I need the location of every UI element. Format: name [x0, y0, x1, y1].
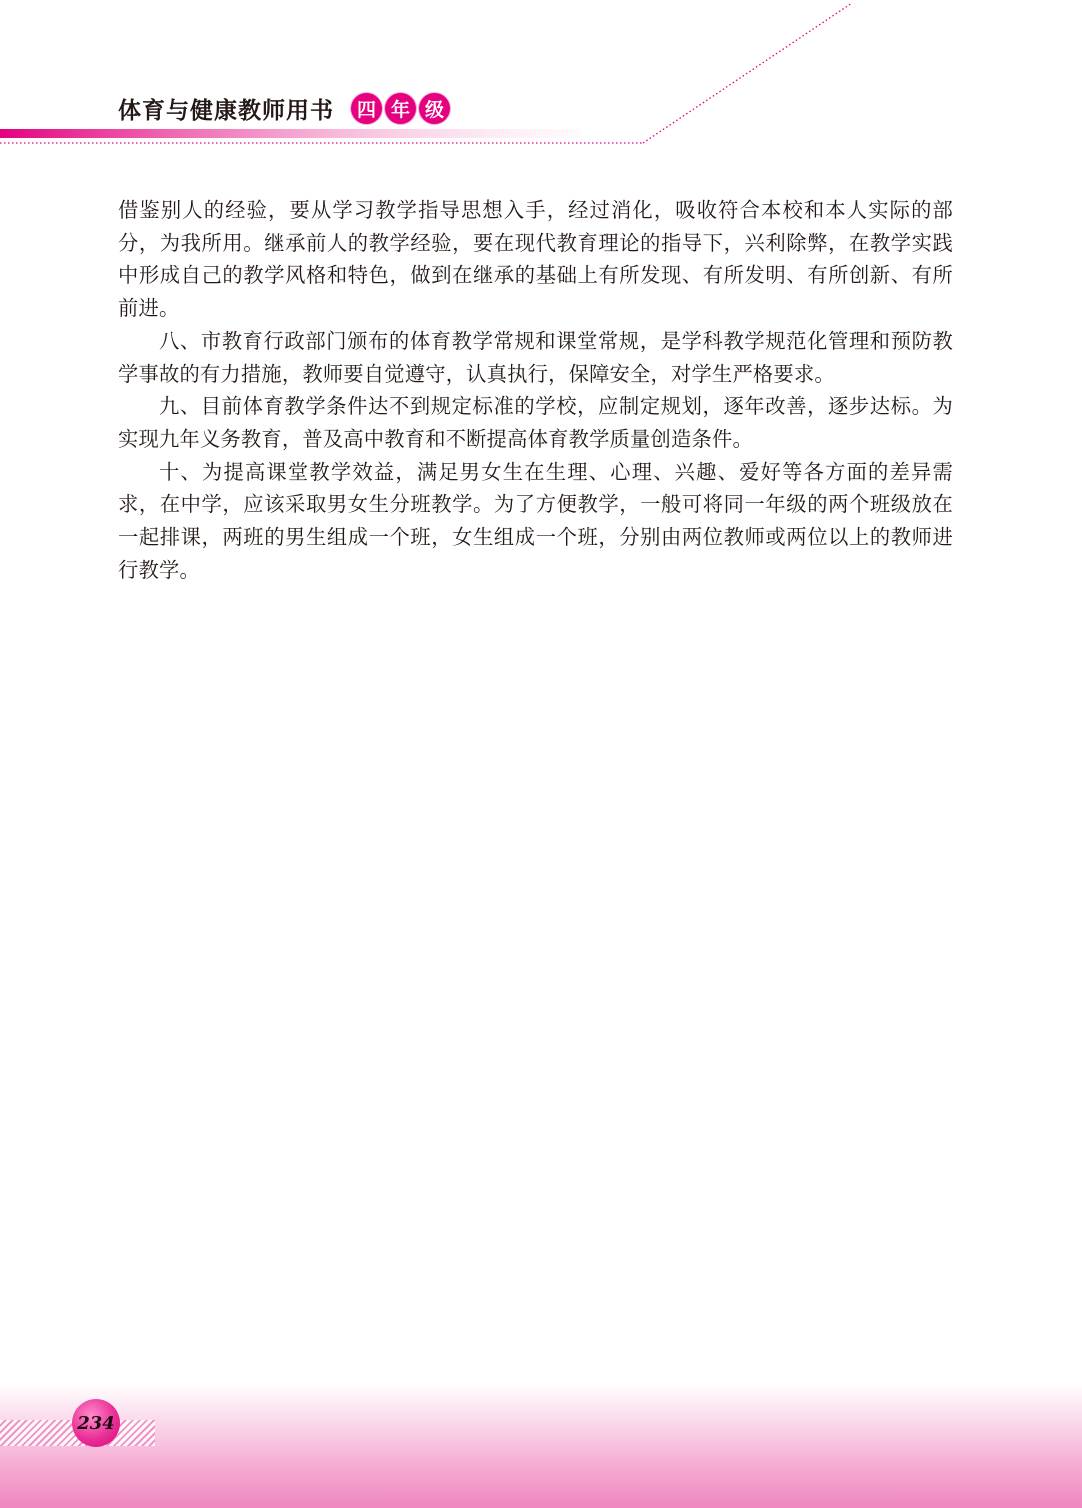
body-text [118, 194, 953, 586]
paragraph-nine: 九、目前体育教学条件达不到规定标准的学校，应制定规划，逐年改善，逐步达标。为实现九年义务教育，普及高中教育和不断提高体育教学质量创造条件。 [118, 394, 953, 451]
page-number: 234 [77, 1412, 115, 1434]
paragraph-ten: 十、为提高课堂教学效益，满足男女生在生理、心理、兴趣、爱好等各方面的差异需求，在中学，应该采取男女生分班教学。为了方便教学，一般可将同一年级的两个班级放在一起排课，两班的男生组成一个班，女生组成一个班，分别由两位教师或两位以上的教师进行教学。 [118, 459, 953, 582]
page-number-badge [72, 1399, 120, 1447]
grade-badge-four: 四 [351, 93, 382, 124]
header-decoration [0, 0, 1082, 160]
header-dotted-diagonal [643, 3, 852, 143]
header-gradient-bar [0, 129, 580, 138]
book-title: 体育与健康教师用书 [118, 97, 334, 124]
grade-badge-year: 年 [385, 93, 416, 124]
paragraph-continued: 借鉴别人的经验，要从学习教学指导思想入手，经过消化，吸收符合本校和本人实际的部分，为我所用。继承前人的教学经验，要在现代教育理论的指导下，兴利除弊，在教学实践中形成自己的教学风格和特色，做到在继承的基础上有所发现、有所发明、有所创新、有所前进。 [118, 198, 953, 321]
page-header [0, 0, 1082, 160]
grade-badge-grade: 级 [419, 93, 450, 124]
paragraph-eight: 八、市教育行政部门颁布的体育教学常规和课堂常规，是学科教学规范化管理和预防教学事故的有力措施，教师要自觉遵守，认真执行，保障安全，对学生严格要求。 [118, 328, 953, 386]
page-footer [0, 1384, 1082, 1508]
grade-badge-group [351, 93, 450, 124]
